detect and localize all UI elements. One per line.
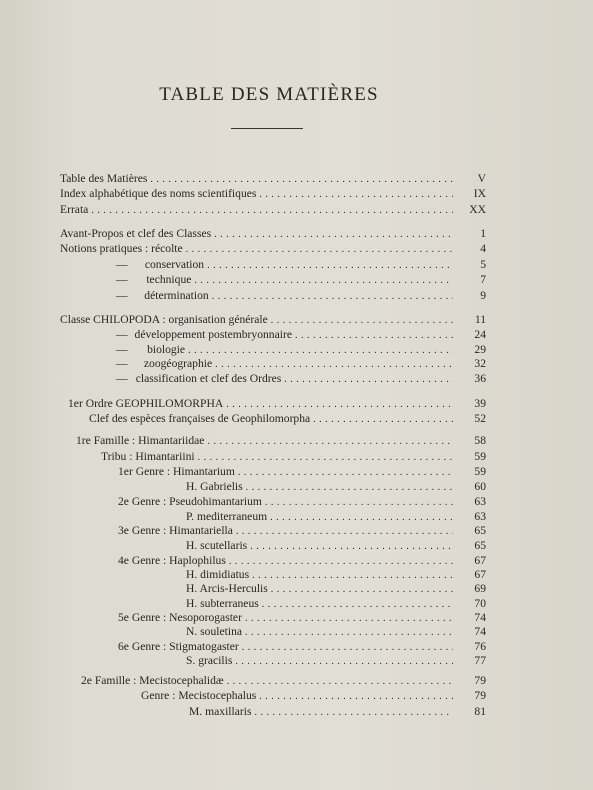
toc-entry-label: développement postembryonnaire: [134, 328, 292, 341]
toc-entry-label: Classe CHILOPODA : organisation générale: [60, 313, 268, 326]
toc-entry-label: détermination: [144, 289, 209, 302]
toc-entry-label: H. subterraneus: [186, 597, 259, 610]
toc-entry-page: XX: [469, 203, 486, 216]
toc-entry: [186, 538, 486, 553]
toc-entry: [116, 272, 486, 287]
toc-entry: [101, 449, 486, 464]
toc-entry-label: Genre : Mecistocephalus: [141, 689, 257, 702]
toc-entry: [141, 688, 486, 703]
toc-entry-label: 4e Genre : Haplophilus: [118, 554, 226, 567]
toc-entry-label: Clef des espèces françaises de Geophilomorpha: [89, 412, 311, 425]
dot-leader: [259, 186, 453, 202]
dot-leader: [226, 396, 453, 412]
toc-entry-label: Avant-Propos et clef des Classes: [60, 227, 212, 240]
toc-entry: [89, 411, 486, 426]
dot-leader: [250, 538, 453, 554]
toc-entry: [116, 342, 486, 357]
ditto-dash: —: [116, 258, 128, 271]
dot-leader: [150, 171, 453, 187]
toc-entry-label: classification et clef des Ordres: [135, 372, 282, 385]
toc-entry-page: 58: [474, 434, 486, 447]
dot-leader: [259, 688, 453, 704]
dot-leader: [254, 704, 453, 720]
dot-leader: [295, 327, 453, 343]
toc-entry-page: 7: [480, 273, 486, 286]
toc-entry-page: 74: [474, 625, 486, 638]
toc-entry-page: 79: [474, 674, 486, 687]
toc-entry-page: 65: [474, 524, 486, 537]
toc-entry-page: 69: [474, 582, 486, 595]
dot-leader: [207, 433, 453, 449]
dot-leader: [265, 494, 453, 510]
dot-leader: [214, 226, 453, 242]
toc-entry-page: 11: [474, 313, 486, 326]
toc-entry-page: 60: [474, 480, 486, 493]
toc-entry-page: 24: [474, 328, 486, 341]
toc-entry: [116, 356, 486, 371]
toc-entry-page: 63: [474, 510, 486, 523]
toc-entry: [60, 226, 486, 241]
toc-entry-page: 70: [474, 597, 486, 610]
toc-entry-label: N. souletina: [186, 625, 243, 638]
toc-entry-label: Tribu : Himantariini: [101, 450, 195, 463]
toc-entry-label: P. mediterraneum: [186, 510, 268, 523]
toc-entry: [186, 479, 486, 494]
toc-entry: [76, 433, 486, 448]
ditto-dash: —: [116, 372, 128, 385]
toc-entry-page: 67: [474, 554, 486, 567]
toc-entry-page: 36: [474, 372, 486, 385]
toc-entry-label: conservation: [144, 258, 205, 271]
dot-leader: [212, 288, 453, 304]
toc-entry: [118, 464, 486, 479]
toc-entry-page: 59: [474, 465, 486, 478]
toc-entry-page: IX: [473, 187, 486, 200]
toc-entry-page: V: [477, 172, 486, 185]
toc-entry-page: 39: [474, 397, 486, 410]
toc-entry-label: 2e Genre : Pseudohimantarium: [118, 495, 262, 508]
toc-entry: [81, 673, 486, 688]
ditto-dash: —: [116, 273, 128, 286]
toc-entry-page: 63: [474, 495, 486, 508]
toc-entry-label: 3e Genre : Himantariella: [118, 524, 233, 537]
dot-leader: [246, 479, 453, 495]
toc-entry-label: technique: [146, 273, 192, 286]
toc-entry-label: H. Gabrielis: [186, 480, 243, 493]
title-divider: [231, 128, 303, 129]
toc-entry-label: zoogéographie: [143, 357, 213, 370]
ditto-dash: —: [116, 289, 128, 302]
toc-entry: [118, 553, 486, 568]
dot-leader: [271, 581, 453, 597]
toc-entry-page: 76: [474, 640, 486, 653]
dot-leader: [284, 371, 453, 387]
dot-leader: [235, 653, 453, 669]
dot-leader: [207, 257, 453, 273]
toc-entry-label: Errata: [60, 203, 89, 216]
dot-leader: [215, 356, 453, 372]
toc-entry: [186, 581, 486, 596]
page-title: TABLE DES MATIÈRES: [159, 84, 379, 105]
dot-leader: [91, 202, 453, 218]
toc-entry: [116, 371, 486, 386]
toc-entry-label: Index alphabétique des noms scientifiques: [60, 187, 257, 200]
toc-entry: [189, 704, 486, 719]
toc-entry-label: biologie: [147, 343, 186, 356]
toc-entry-page: 9: [480, 289, 486, 302]
ditto-dash: —: [116, 343, 128, 356]
toc-entry: [186, 653, 486, 668]
toc-entry-label: M. maxillaris: [189, 705, 252, 718]
toc-entry-label: Notions pratiques : récolte: [60, 242, 183, 255]
dot-leader: [238, 464, 453, 480]
toc-entry: [116, 257, 486, 272]
toc-entry-label: Table des Matières: [60, 172, 148, 185]
toc-entry-page: 32: [474, 357, 486, 370]
toc-entry-page: 59: [474, 450, 486, 463]
toc-entry: [118, 523, 486, 538]
toc-entry-page: 65: [474, 539, 486, 552]
toc-entry-page: 81: [474, 705, 486, 718]
toc-entry: [68, 396, 486, 411]
toc-entry: [60, 202, 486, 217]
toc-entry-page: 67: [474, 568, 486, 581]
toc-entry-page: 74: [474, 611, 486, 624]
toc-entry: [186, 624, 486, 639]
toc-entry: [186, 596, 486, 611]
toc-entry-label: S. gracilis: [186, 654, 233, 667]
toc-entry-page: 79: [474, 689, 486, 702]
toc-entry-label: 1re Famille : Himantariidae: [76, 434, 205, 447]
toc-entry-label: H. Arcis-Herculis: [186, 582, 268, 595]
toc-entry-page: 29: [474, 343, 486, 356]
dot-leader: [194, 272, 453, 288]
toc-entry-page: 77: [474, 654, 486, 667]
toc-entry-page: 52: [474, 412, 486, 425]
ditto-dash: —: [116, 357, 128, 370]
toc-entry: [118, 610, 486, 625]
toc-entry: [60, 171, 486, 186]
toc-entry: [60, 186, 486, 201]
toc-entry: [60, 241, 486, 256]
ditto-dash: —: [116, 328, 128, 341]
toc-entry-label: 5e Genre : Nesoporogaster: [118, 611, 242, 624]
toc-entry: [116, 327, 486, 342]
toc-entry: [186, 509, 486, 524]
toc-entry-label: H. dimidiatus: [186, 568, 250, 581]
toc-entry-label: 1er Genre : Himantarium: [118, 465, 235, 478]
dot-leader: [186, 241, 453, 257]
toc-entry-label: H. scutellaris: [186, 539, 248, 552]
dot-leader: [313, 411, 453, 427]
toc-entry-page: 1: [480, 227, 486, 240]
toc-entry-page: 5: [480, 258, 486, 271]
dot-leader: [236, 523, 453, 539]
toc-entry-label: 2e Famille : Mecistocephalidæ: [81, 674, 224, 687]
toc-entry-label: 1er Ordre GEOPHILOMORPHA: [68, 397, 224, 410]
dot-leader: [245, 624, 453, 640]
dot-leader: [227, 673, 453, 689]
toc-entry: [186, 567, 486, 582]
toc-entry-label: 6e Genre : Stigmatogaster: [118, 640, 239, 653]
toc-entry: [118, 639, 486, 654]
dot-leader: [198, 449, 453, 465]
toc-entry: [116, 288, 486, 303]
toc-entry-page: 4: [480, 242, 486, 255]
toc-entry: [118, 494, 486, 509]
dot-leader: [271, 312, 453, 328]
toc-entry: [60, 312, 486, 327]
